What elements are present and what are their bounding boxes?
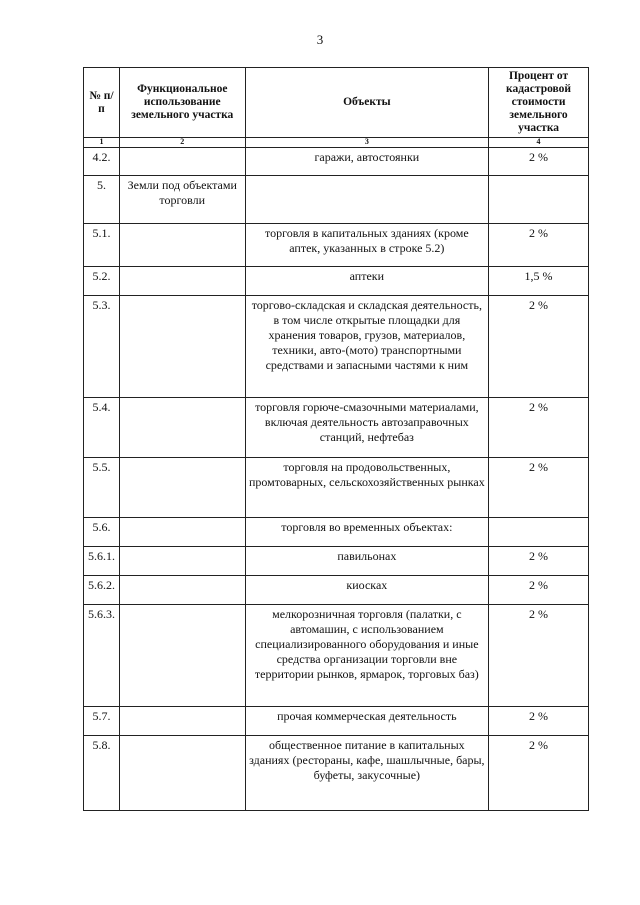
- header-objects: Объекты: [245, 68, 489, 138]
- row-num: 5.6.3.: [84, 605, 120, 707]
- row-percent: 2 %: [489, 605, 589, 707]
- table-row: [84, 398, 589, 458]
- table-row: [84, 176, 589, 224]
- column-number: 4: [489, 138, 589, 148]
- column-number: 3: [245, 138, 489, 148]
- table-row: [84, 296, 589, 398]
- column-number: 2: [119, 138, 245, 148]
- row-objects: торговля на продовольственных, промтоварных, сельскохозяйственных рынках: [245, 458, 489, 518]
- row-objects: гаражи, автостоянки: [245, 148, 489, 176]
- row-percent: 2 %: [489, 224, 589, 267]
- row-function: [119, 267, 245, 296]
- table-row: [84, 518, 589, 547]
- table-row: [84, 576, 589, 605]
- row-function: [119, 398, 245, 458]
- row-num: 4.2.: [84, 148, 120, 176]
- row-function: [119, 224, 245, 267]
- table-row: [84, 267, 589, 296]
- column-number-row: [84, 138, 589, 148]
- row-objects: торговля горюче-смазочными материалами, включая деятельность автозаправочных станций, нефтебаз: [245, 398, 489, 458]
- row-objects: павильонах: [245, 547, 489, 576]
- row-num: 5.6.1.: [84, 547, 120, 576]
- row-function: [119, 576, 245, 605]
- column-number: 1: [84, 138, 120, 148]
- header-function: Функциональное использование земельного участка: [119, 68, 245, 138]
- row-percent: 2 %: [489, 736, 589, 811]
- row-percent: 2 %: [489, 707, 589, 736]
- table-header-row: [84, 68, 589, 138]
- row-function: [119, 296, 245, 398]
- row-function: [119, 605, 245, 707]
- row-percent: 2 %: [489, 296, 589, 398]
- row-objects: торгово-складская и складская деятельность, в том числе открытые площадки для хранения товаров, грузов, материалов, техники, авто-(мото) транспортными средствами и запасными частями к ним: [245, 296, 489, 398]
- row-percent: 2 %: [489, 398, 589, 458]
- row-function: [119, 518, 245, 547]
- row-function: [119, 148, 245, 176]
- row-num: 5.1.: [84, 224, 120, 267]
- row-function: [119, 736, 245, 811]
- row-objects: торговля в капитальных зданиях (кроме аптек, указанных в строке 5.2): [245, 224, 489, 267]
- row-num: 5.4.: [84, 398, 120, 458]
- row-objects: аптеки: [245, 267, 489, 296]
- row-objects: прочая коммерческая деятельность: [245, 707, 489, 736]
- row-num: 5.5.: [84, 458, 120, 518]
- row-function: [119, 547, 245, 576]
- row-num: 5.8.: [84, 736, 120, 811]
- row-function: Земли под объектами торговли: [119, 176, 245, 224]
- row-percent: 2 %: [489, 148, 589, 176]
- row-num: 5.: [84, 176, 120, 224]
- row-function: [119, 707, 245, 736]
- row-num: 5.3.: [84, 296, 120, 398]
- row-num: 5.2.: [84, 267, 120, 296]
- row-percent: [489, 176, 589, 224]
- row-objects: киосках: [245, 576, 489, 605]
- row-objects: торговля во временных объектах:: [245, 518, 489, 547]
- row-percent: 2 %: [489, 547, 589, 576]
- row-num: 5.7.: [84, 707, 120, 736]
- table-row: [84, 458, 589, 518]
- row-percent: 2 %: [489, 458, 589, 518]
- land-use-table: [83, 67, 589, 811]
- row-percent: 2 %: [489, 576, 589, 605]
- header-percent: Процент от кадастровой стоимости земельного участка: [489, 68, 589, 138]
- row-objects: мелкорозничная торговля (палатки, с автомашин, с использованием специализированного оборудования и иные средства организации торговли вне территории рынков, ярмарок, торговых баз): [245, 605, 489, 707]
- row-num: 5.6.: [84, 518, 120, 547]
- row-objects: общественное питание в капитальных зданиях (рестораны, кафе, шашлычные, бары, буфеты, закусочные): [245, 736, 489, 811]
- table-row: [84, 224, 589, 267]
- header-num: № п/п: [84, 68, 120, 138]
- table-row: [84, 547, 589, 576]
- row-function: [119, 458, 245, 518]
- row-percent: [489, 518, 589, 547]
- row-num: 5.6.2.: [84, 576, 120, 605]
- page-number: 3: [316, 32, 324, 47]
- table-row: [84, 707, 589, 736]
- row-objects: [245, 176, 489, 224]
- row-percent: 1,5 %: [489, 267, 589, 296]
- table-row: [84, 605, 589, 707]
- table-row: [84, 148, 589, 176]
- table-row: [84, 736, 589, 811]
